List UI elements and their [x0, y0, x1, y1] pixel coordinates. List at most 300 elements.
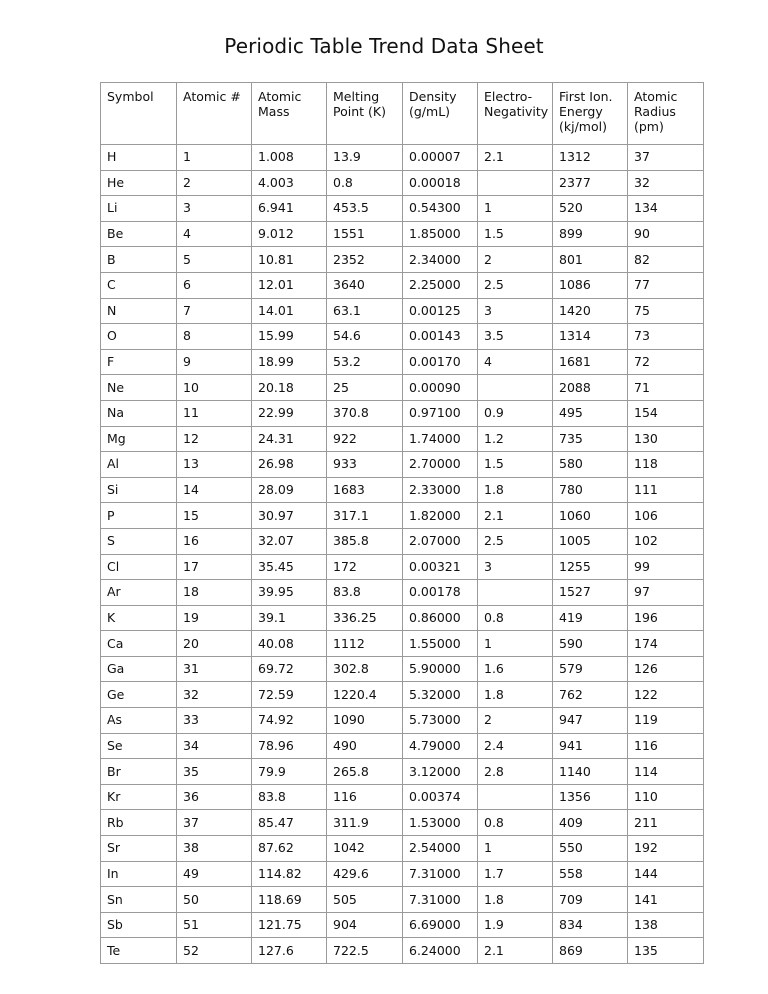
cell-first-ionization-energy: 1356	[553, 784, 628, 810]
cell-density: 2.33000	[403, 477, 478, 503]
cell-electronegativity: 1.2	[478, 426, 553, 452]
cell-melting-point: 53.2	[327, 349, 403, 375]
cell-density: 0.00374	[403, 784, 478, 810]
cell-atomic-number: 12	[177, 426, 252, 452]
cell-symbol: Ca	[101, 631, 177, 657]
cell-density: 5.73000	[403, 708, 478, 734]
cell-atomic-radius: 144	[628, 861, 704, 887]
cell-electronegativity: 2	[478, 247, 553, 273]
cell-atomic-number: 14	[177, 477, 252, 503]
table-row	[101, 349, 704, 375]
cell-symbol: K	[101, 605, 177, 631]
cell-atomic-number: 33	[177, 708, 252, 734]
cell-atomic-mass: 9.012	[252, 221, 327, 247]
cell-electronegativity: 1.5	[478, 452, 553, 478]
cell-density: 1.74000	[403, 426, 478, 452]
cell-atomic-number: 8	[177, 324, 252, 350]
cell-atomic-number: 49	[177, 861, 252, 887]
cell-atomic-radius: 71	[628, 375, 704, 401]
cell-density: 0.00321	[403, 554, 478, 580]
cell-electronegativity: 1	[478, 631, 553, 657]
cell-density: 0.86000	[403, 605, 478, 631]
cell-atomic-number: 11	[177, 400, 252, 426]
cell-atomic-number: 16	[177, 528, 252, 554]
cell-melting-point: 317.1	[327, 503, 403, 529]
cell-electronegativity: 3.5	[478, 324, 553, 350]
cell-first-ionization-energy: 1255	[553, 554, 628, 580]
cell-symbol: Ar	[101, 580, 177, 606]
header-row	[101, 83, 704, 145]
cell-atomic-mass: 14.01	[252, 298, 327, 324]
cell-atomic-radius: 138	[628, 912, 704, 938]
cell-first-ionization-energy: 899	[553, 221, 628, 247]
table-row	[101, 196, 704, 222]
cell-melting-point: 1551	[327, 221, 403, 247]
cell-atomic-radius: 134	[628, 196, 704, 222]
cell-electronegativity: 2.1	[478, 938, 553, 964]
cell-density: 0.00090	[403, 375, 478, 401]
cell-atomic-number: 31	[177, 656, 252, 682]
table-body	[101, 145, 704, 964]
cell-atomic-mass: 15.99	[252, 324, 327, 350]
cell-density: 6.24000	[403, 938, 478, 964]
cell-first-ionization-energy: 762	[553, 682, 628, 708]
table-row	[101, 580, 704, 606]
table-row	[101, 221, 704, 247]
cell-density: 5.90000	[403, 656, 478, 682]
cell-melting-point: 933	[327, 452, 403, 478]
cell-electronegativity: 0.9	[478, 400, 553, 426]
cell-density: 6.69000	[403, 912, 478, 938]
table-row	[101, 938, 704, 964]
cell-symbol: Si	[101, 477, 177, 503]
cell-first-ionization-energy: 869	[553, 938, 628, 964]
cell-melting-point: 3640	[327, 272, 403, 298]
cell-density: 4.79000	[403, 733, 478, 759]
cell-symbol: H	[101, 145, 177, 171]
cell-first-ionization-energy: 579	[553, 656, 628, 682]
cell-first-ionization-energy: 2088	[553, 375, 628, 401]
cell-melting-point: 1042	[327, 836, 403, 862]
cell-density: 0.00170	[403, 349, 478, 375]
cell-atomic-radius: 118	[628, 452, 704, 478]
cell-symbol: N	[101, 298, 177, 324]
cell-density: 0.54300	[403, 196, 478, 222]
table-row	[101, 784, 704, 810]
cell-atomic-mass: 32.07	[252, 528, 327, 554]
cell-atomic-radius: 37	[628, 145, 704, 171]
cell-density: 2.34000	[403, 247, 478, 273]
cell-atomic-number: 1	[177, 145, 252, 171]
table-header	[101, 83, 704, 145]
periodic-data-table	[100, 82, 704, 964]
cell-first-ionization-energy: 801	[553, 247, 628, 273]
cell-atomic-radius: 122	[628, 682, 704, 708]
cell-melting-point: 385.8	[327, 528, 403, 554]
cell-density: 0.00143	[403, 324, 478, 350]
cell-electronegativity: 2	[478, 708, 553, 734]
cell-first-ionization-energy: 1086	[553, 272, 628, 298]
cell-electronegativity	[478, 170, 553, 196]
cell-atomic-number: 3	[177, 196, 252, 222]
cell-atomic-radius: 111	[628, 477, 704, 503]
table-row	[101, 836, 704, 862]
cell-atomic-number: 6	[177, 272, 252, 298]
cell-atomic-number: 51	[177, 912, 252, 938]
table-row	[101, 298, 704, 324]
cell-atomic-radius: 110	[628, 784, 704, 810]
cell-atomic-radius: 90	[628, 221, 704, 247]
cell-melting-point: 336.25	[327, 605, 403, 631]
table-row	[101, 503, 704, 529]
cell-atomic-number: 38	[177, 836, 252, 862]
cell-first-ionization-energy: 1312	[553, 145, 628, 171]
cell-atomic-number: 35	[177, 759, 252, 785]
cell-first-ionization-energy: 558	[553, 861, 628, 887]
cell-melting-point: 63.1	[327, 298, 403, 324]
cell-melting-point: 265.8	[327, 759, 403, 785]
table-row	[101, 324, 704, 350]
cell-atomic-mass: 40.08	[252, 631, 327, 657]
cell-melting-point: 0.8	[327, 170, 403, 196]
cell-symbol: Sr	[101, 836, 177, 862]
cell-electronegativity: 0.8	[478, 605, 553, 631]
header-symbol: Symbol	[101, 83, 177, 145]
cell-atomic-mass: 24.31	[252, 426, 327, 452]
cell-atomic-number: 50	[177, 887, 252, 913]
cell-density: 0.00125	[403, 298, 478, 324]
cell-density: 0.00178	[403, 580, 478, 606]
cell-symbol: Br	[101, 759, 177, 785]
cell-atomic-radius: 114	[628, 759, 704, 785]
cell-melting-point: 172	[327, 554, 403, 580]
cell-electronegativity: 4	[478, 349, 553, 375]
cell-symbol: F	[101, 349, 177, 375]
cell-atomic-number: 9	[177, 349, 252, 375]
header-electronegativity: Electro- Negativity	[478, 83, 553, 145]
cell-atomic-mass: 10.81	[252, 247, 327, 273]
cell-atomic-mass: 39.95	[252, 580, 327, 606]
cell-electronegativity: 1.5	[478, 221, 553, 247]
cell-density: 1.82000	[403, 503, 478, 529]
cell-atomic-mass: 118.69	[252, 887, 327, 913]
cell-symbol: As	[101, 708, 177, 734]
cell-symbol: Cl	[101, 554, 177, 580]
cell-atomic-number: 2	[177, 170, 252, 196]
header-first-ionization-energy: First Ion. Energy (kj/mol)	[553, 83, 628, 145]
table-row	[101, 733, 704, 759]
cell-first-ionization-energy: 1060	[553, 503, 628, 529]
header-density: Density (g/mL)	[403, 83, 478, 145]
cell-symbol: Ne	[101, 375, 177, 401]
table-row	[101, 887, 704, 913]
cell-symbol: He	[101, 170, 177, 196]
table-row	[101, 682, 704, 708]
cell-atomic-mass: 87.62	[252, 836, 327, 862]
table-row	[101, 400, 704, 426]
cell-electronegativity: 3	[478, 554, 553, 580]
cell-atomic-mass: 20.18	[252, 375, 327, 401]
cell-melting-point: 429.6	[327, 861, 403, 887]
table-row	[101, 528, 704, 554]
cell-atomic-mass: 39.1	[252, 605, 327, 631]
cell-symbol: Be	[101, 221, 177, 247]
cell-atomic-number: 34	[177, 733, 252, 759]
cell-atomic-radius: 196	[628, 605, 704, 631]
cell-symbol: Ge	[101, 682, 177, 708]
cell-symbol: Sb	[101, 912, 177, 938]
cell-electronegativity: 1	[478, 196, 553, 222]
cell-melting-point: 83.8	[327, 580, 403, 606]
cell-first-ionization-energy: 1140	[553, 759, 628, 785]
table-row	[101, 272, 704, 298]
cell-density: 1.55000	[403, 631, 478, 657]
cell-atomic-number: 20	[177, 631, 252, 657]
cell-atomic-number: 5	[177, 247, 252, 273]
cell-melting-point: 505	[327, 887, 403, 913]
cell-symbol: Rb	[101, 810, 177, 836]
cell-atomic-radius: 72	[628, 349, 704, 375]
cell-electronegativity: 1.6	[478, 656, 553, 682]
cell-atomic-radius: 141	[628, 887, 704, 913]
table-row	[101, 861, 704, 887]
header-atomic-number: Atomic #	[177, 83, 252, 145]
cell-first-ionization-energy: 947	[553, 708, 628, 734]
cell-atomic-radius: 102	[628, 528, 704, 554]
cell-electronegativity: 2.5	[478, 528, 553, 554]
cell-atomic-radius: 106	[628, 503, 704, 529]
table-row	[101, 554, 704, 580]
cell-first-ionization-energy: 735	[553, 426, 628, 452]
cell-melting-point: 490	[327, 733, 403, 759]
cell-atomic-number: 13	[177, 452, 252, 478]
header-atomic-mass: Atomic Mass	[252, 83, 327, 145]
cell-atomic-mass: 121.75	[252, 912, 327, 938]
cell-density: 5.32000	[403, 682, 478, 708]
table-row	[101, 912, 704, 938]
cell-atomic-radius: 99	[628, 554, 704, 580]
cell-atomic-mass: 22.99	[252, 400, 327, 426]
cell-melting-point: 13.9	[327, 145, 403, 171]
cell-density: 2.70000	[403, 452, 478, 478]
cell-first-ionization-energy: 419	[553, 605, 628, 631]
cell-atomic-radius: 75	[628, 298, 704, 324]
cell-melting-point: 1220.4	[327, 682, 403, 708]
cell-density: 1.53000	[403, 810, 478, 836]
cell-electronegativity: 1	[478, 836, 553, 862]
cell-atomic-mass: 83.8	[252, 784, 327, 810]
table-row	[101, 426, 704, 452]
cell-first-ionization-energy: 520	[553, 196, 628, 222]
cell-first-ionization-energy: 495	[553, 400, 628, 426]
cell-atomic-mass: 78.96	[252, 733, 327, 759]
cell-atomic-number: 4	[177, 221, 252, 247]
table-row	[101, 145, 704, 171]
cell-electronegativity	[478, 375, 553, 401]
cell-symbol: Na	[101, 400, 177, 426]
cell-atomic-number: 36	[177, 784, 252, 810]
cell-electronegativity: 1.9	[478, 912, 553, 938]
cell-atomic-radius: 126	[628, 656, 704, 682]
cell-atomic-mass: 26.98	[252, 452, 327, 478]
cell-atomic-mass: 69.72	[252, 656, 327, 682]
cell-atomic-mass: 72.59	[252, 682, 327, 708]
cell-atomic-radius: 77	[628, 272, 704, 298]
cell-atomic-mass: 114.82	[252, 861, 327, 887]
cell-electronegativity	[478, 784, 553, 810]
cell-melting-point: 722.5	[327, 938, 403, 964]
cell-atomic-mass: 28.09	[252, 477, 327, 503]
cell-atomic-radius: 192	[628, 836, 704, 862]
cell-density: 7.31000	[403, 887, 478, 913]
cell-density: 3.12000	[403, 759, 478, 785]
cell-atomic-mass: 18.99	[252, 349, 327, 375]
cell-electronegativity: 2.5	[478, 272, 553, 298]
cell-atomic-radius: 211	[628, 810, 704, 836]
cell-atomic-number: 52	[177, 938, 252, 964]
table-row	[101, 375, 704, 401]
table-row	[101, 631, 704, 657]
cell-density: 2.25000	[403, 272, 478, 298]
cell-atomic-radius: 174	[628, 631, 704, 657]
cell-atomic-mass: 85.47	[252, 810, 327, 836]
cell-electronegativity: 2.4	[478, 733, 553, 759]
cell-melting-point: 453.5	[327, 196, 403, 222]
header-atomic-radius: Atomic Radius (pm)	[628, 83, 704, 145]
cell-atomic-radius: 82	[628, 247, 704, 273]
cell-melting-point: 1683	[327, 477, 403, 503]
cell-atomic-number: 10	[177, 375, 252, 401]
table-row	[101, 452, 704, 478]
cell-atomic-radius: 73	[628, 324, 704, 350]
cell-atomic-mass: 30.97	[252, 503, 327, 529]
page-title: Periodic Table Trend Data Sheet	[224, 34, 544, 58]
cell-density: 0.00007	[403, 145, 478, 171]
cell-electronegativity: 3	[478, 298, 553, 324]
cell-symbol: Kr	[101, 784, 177, 810]
cell-melting-point: 2352	[327, 247, 403, 273]
cell-symbol: Mg	[101, 426, 177, 452]
table-row	[101, 810, 704, 836]
cell-electronegativity	[478, 580, 553, 606]
cell-atomic-number: 7	[177, 298, 252, 324]
cell-atomic-mass: 4.003	[252, 170, 327, 196]
table-row	[101, 477, 704, 503]
cell-atomic-mass: 74.92	[252, 708, 327, 734]
cell-first-ionization-energy: 1314	[553, 324, 628, 350]
cell-first-ionization-energy: 550	[553, 836, 628, 862]
cell-density: 2.54000	[403, 836, 478, 862]
cell-atomic-mass: 1.008	[252, 145, 327, 171]
cell-symbol: B	[101, 247, 177, 273]
cell-atomic-number: 19	[177, 605, 252, 631]
cell-atomic-number: 17	[177, 554, 252, 580]
cell-atomic-number: 15	[177, 503, 252, 529]
cell-atomic-mass: 12.01	[252, 272, 327, 298]
cell-atomic-number: 37	[177, 810, 252, 836]
cell-first-ionization-energy: 409	[553, 810, 628, 836]
cell-electronegativity: 2.1	[478, 503, 553, 529]
cell-atomic-radius: 32	[628, 170, 704, 196]
cell-first-ionization-energy: 1681	[553, 349, 628, 375]
cell-melting-point: 922	[327, 426, 403, 452]
cell-density: 1.85000	[403, 221, 478, 247]
cell-symbol: C	[101, 272, 177, 298]
cell-symbol: O	[101, 324, 177, 350]
cell-electronegativity: 1.8	[478, 477, 553, 503]
cell-electronegativity: 1.8	[478, 682, 553, 708]
cell-density: 2.07000	[403, 528, 478, 554]
cell-atomic-radius: 154	[628, 400, 704, 426]
cell-first-ionization-energy: 780	[553, 477, 628, 503]
cell-symbol: S	[101, 528, 177, 554]
cell-atomic-mass: 35.45	[252, 554, 327, 580]
cell-atomic-mass: 6.941	[252, 196, 327, 222]
cell-atomic-number: 32	[177, 682, 252, 708]
cell-first-ionization-energy: 1005	[553, 528, 628, 554]
cell-atomic-radius: 119	[628, 708, 704, 734]
cell-atomic-mass: 79.9	[252, 759, 327, 785]
cell-symbol: Te	[101, 938, 177, 964]
cell-electronegativity: 2.8	[478, 759, 553, 785]
cell-electronegativity: 2.1	[478, 145, 553, 171]
cell-first-ionization-energy: 941	[553, 733, 628, 759]
cell-density: 7.31000	[403, 861, 478, 887]
cell-symbol: P	[101, 503, 177, 529]
cell-electronegativity: 1.7	[478, 861, 553, 887]
cell-melting-point: 1112	[327, 631, 403, 657]
cell-electronegativity: 0.8	[478, 810, 553, 836]
cell-atomic-number: 18	[177, 580, 252, 606]
cell-first-ionization-energy: 590	[553, 631, 628, 657]
cell-electronegativity: 1.8	[478, 887, 553, 913]
cell-melting-point: 311.9	[327, 810, 403, 836]
cell-symbol: Sn	[101, 887, 177, 913]
cell-melting-point: 370.8	[327, 400, 403, 426]
cell-first-ionization-energy: 834	[553, 912, 628, 938]
cell-first-ionization-energy: 580	[553, 452, 628, 478]
cell-atomic-radius: 116	[628, 733, 704, 759]
header-melting-point: Melting Point (K)	[327, 83, 403, 145]
cell-melting-point: 116	[327, 784, 403, 810]
cell-symbol: Ga	[101, 656, 177, 682]
cell-atomic-radius: 130	[628, 426, 704, 452]
cell-symbol: Al	[101, 452, 177, 478]
cell-melting-point: 904	[327, 912, 403, 938]
cell-density: 0.00018	[403, 170, 478, 196]
cell-melting-point: 302.8	[327, 656, 403, 682]
cell-atomic-radius: 135	[628, 938, 704, 964]
table-row	[101, 656, 704, 682]
table-row	[101, 247, 704, 273]
table-row	[101, 759, 704, 785]
cell-melting-point: 54.6	[327, 324, 403, 350]
cell-atomic-radius: 97	[628, 580, 704, 606]
cell-melting-point: 1090	[327, 708, 403, 734]
cell-first-ionization-energy: 1527	[553, 580, 628, 606]
cell-first-ionization-energy: 1420	[553, 298, 628, 324]
table-row	[101, 605, 704, 631]
table-row	[101, 708, 704, 734]
cell-symbol: Li	[101, 196, 177, 222]
cell-first-ionization-energy: 709	[553, 887, 628, 913]
cell-symbol: In	[101, 861, 177, 887]
table-row	[101, 170, 704, 196]
cell-melting-point: 25	[327, 375, 403, 401]
cell-symbol: Se	[101, 733, 177, 759]
cell-first-ionization-energy: 2377	[553, 170, 628, 196]
cell-atomic-mass: 127.6	[252, 938, 327, 964]
